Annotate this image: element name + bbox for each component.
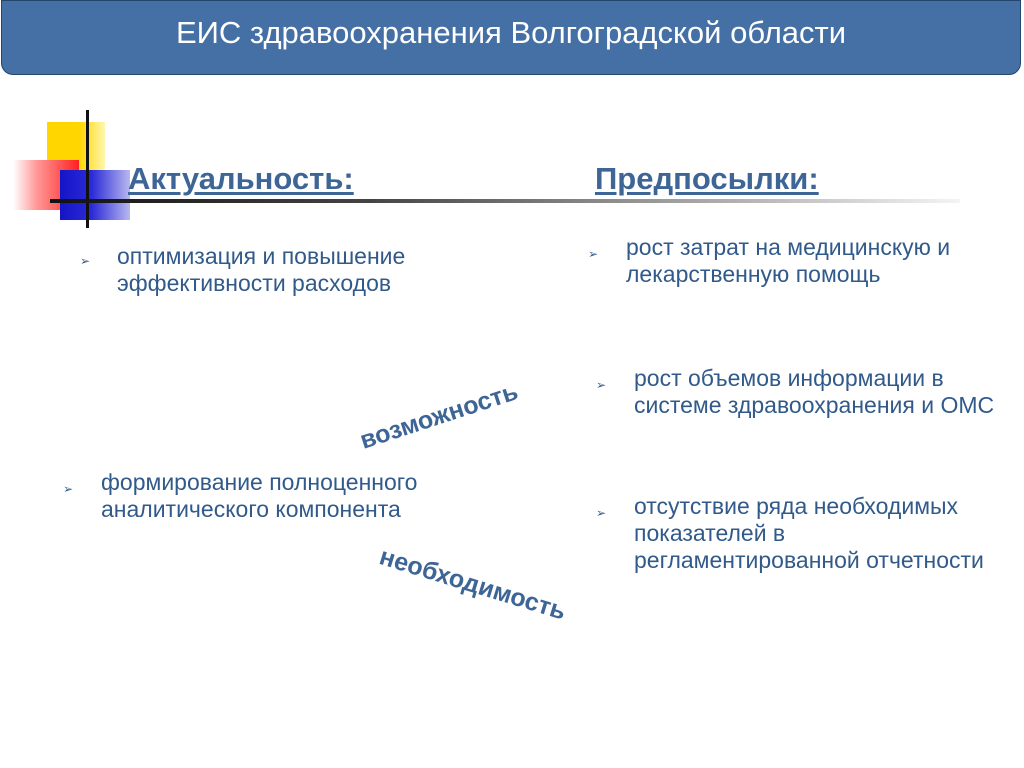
heading-relevance: Актуальность:	[128, 161, 354, 196]
bullet-text: рост объемов информации в системе здравоохранения и ОМС	[634, 365, 995, 418]
bullet-item	[80, 243, 500, 297]
bullet-item	[596, 493, 996, 574]
heading-prerequisites: Предпосылки:	[595, 161, 819, 196]
slide-title: ЕИС здравоохранения Волгоградской области	[175, 15, 847, 50]
decor-horizontal-line	[50, 199, 960, 203]
bullet-arrow-icon: ➢	[63, 482, 74, 496]
label-necessity: необходимость	[376, 542, 570, 626]
label-opportunity: возможность	[356, 377, 522, 455]
bullet-item	[596, 365, 996, 419]
title-bar	[1, 0, 1021, 75]
bullet-item	[63, 469, 513, 523]
bullet-arrow-icon: ➢	[596, 378, 607, 392]
bullet-text: оптимизация и повышение эффективности расходов	[117, 243, 406, 296]
bullet-arrow-icon: ➢	[80, 254, 91, 268]
bullet-item	[588, 234, 988, 288]
decor-blue-square	[60, 170, 130, 220]
bullet-text: формирование полноценного аналитического компонента	[101, 469, 418, 522]
bullet-text: отсутствие ряда необходимых показателей в регламентированной отчетности	[634, 493, 984, 573]
decor-vertical-line	[86, 110, 89, 228]
bullet-arrow-icon: ➢	[588, 247, 599, 261]
bullet-arrow-icon: ➢	[596, 506, 607, 520]
bullet-text: рост затрат на медицинскую и лекарственную помощь	[626, 234, 951, 287]
